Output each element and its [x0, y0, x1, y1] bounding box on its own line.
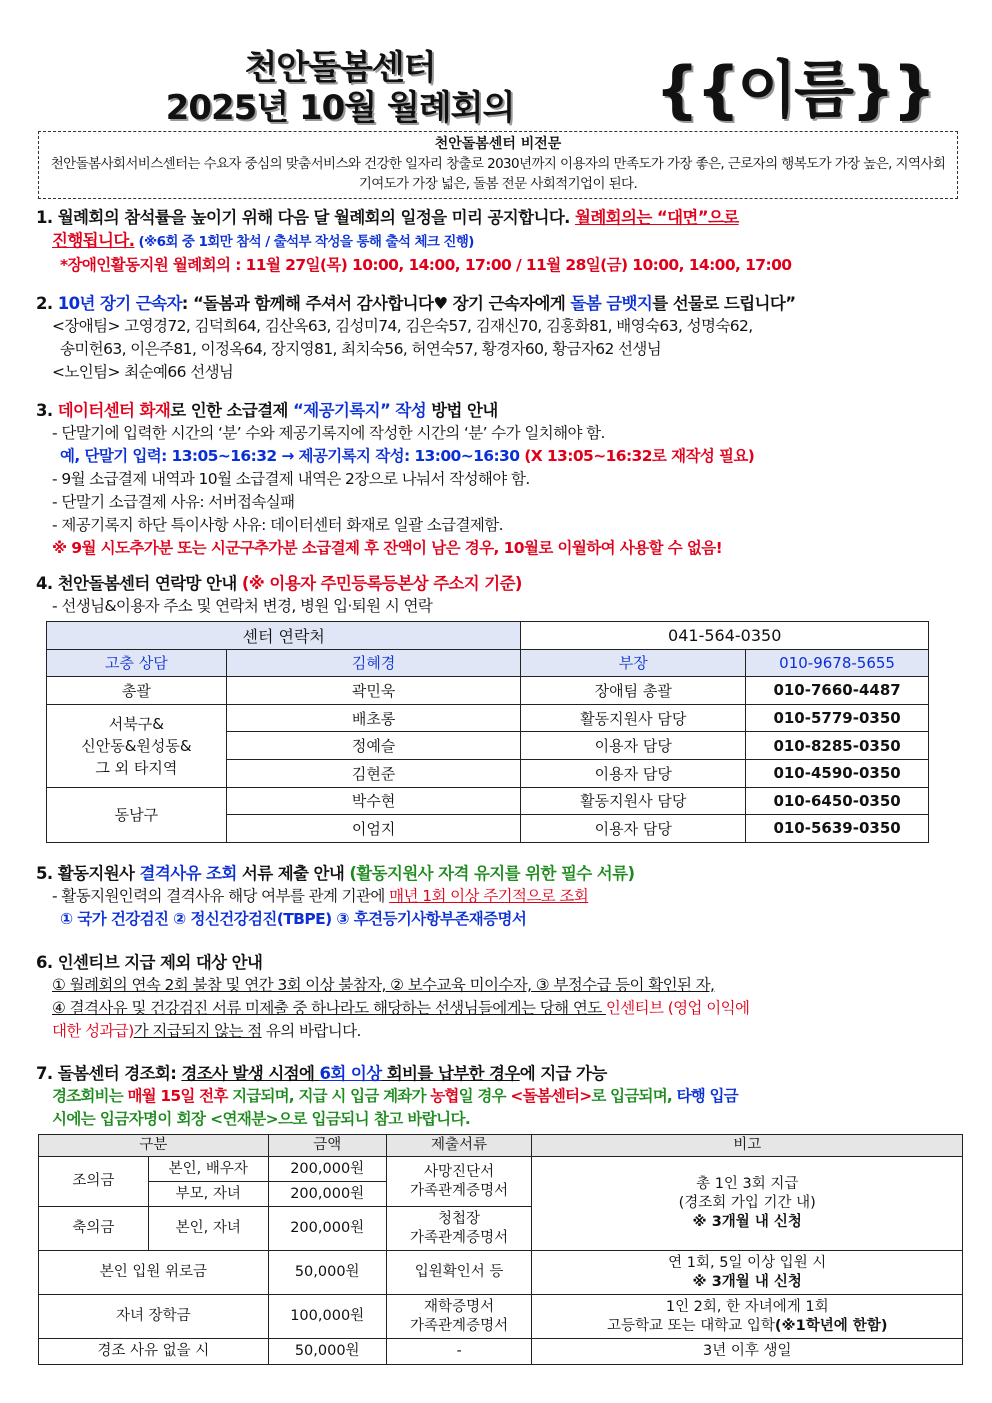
remark-line-3: ※ 3개월 내 신청 — [692, 1214, 802, 1230]
contact-name: 김혜경 — [226, 649, 521, 677]
condolence-target-2: 부모, 자녀 — [148, 1182, 268, 1207]
condolence-target-1: 본인, 배우자 — [148, 1157, 268, 1182]
table-row — [47, 787, 929, 815]
s7-highlight: 6회 이상 — [319, 1064, 382, 1083]
s3-text-1: 로 인한 소급결제 — [170, 401, 294, 420]
center-contact-phone: 041-564-0350 — [521, 622, 929, 650]
s7-g9: 시에는 입금자명이 회장 <연재분>으로 입금되니 참고 바랍니다. — [52, 1110, 471, 1128]
s5-highlight-2: (활동지원사 자격 유지를 위한 필수 서류) — [349, 864, 635, 883]
contact-name: 배초롱 — [226, 704, 521, 732]
s5-bullet-highlight: 매년 1회 이상 주기적으로 조회 — [389, 887, 589, 905]
contact-name: 김현준 — [226, 759, 521, 787]
s7-g7: 로 입금되며, — [591, 1087, 677, 1105]
s6-incentive-2: 대한 성과급) — [52, 1022, 134, 1040]
contact-phone: 010-5779-0350 — [746, 704, 929, 732]
header-docs: 제출서류 — [386, 1135, 532, 1157]
table-row — [39, 1339, 963, 1365]
s7-g1: 경조회비는 — [52, 1087, 128, 1105]
s6-line-1: ① 월례회의 연속 2회 불참 및 연간 3회 이상 불참자, ② 보수교육 미이수자, ③ 부정수급 등이 확인된 자, — [52, 976, 715, 994]
table-row — [47, 677, 929, 705]
s7-text-2: 경조사 발생 시점에 — [181, 1064, 320, 1083]
vision-body: 천안돌봄사회서비스센터는 수요자 중심의 맞춤서비스와 건강한 일자리 창출로 2030년까지 이용자의 만족도가 가장 좋은, 근로자의 행복도가 가장 높은, 지역사회 기여도가 가장 넓은, 돌봄 전문 사회적기업이 된다. — [50, 156, 946, 192]
no-event-label: 경조 사유 없을 시 — [39, 1339, 269, 1365]
title-line-2: 2025년 10월 월례회의 — [165, 88, 515, 128]
center-contact-label: 센터 연락처 — [47, 622, 521, 650]
section-5 — [36, 862, 966, 931]
scholarship-amount: 100,000원 — [268, 1295, 386, 1339]
remark-line-2: (경조회 가입 기간 내) — [678, 1195, 816, 1211]
s6-line-2: ④ 결격사유 및 건강검진 서류 미제출 중 하나라도 해당하는 선생님들에게는 당해 연도 — [52, 999, 606, 1017]
congrats-target: 본인, 자녀 — [148, 1207, 268, 1251]
s2-list-1: <장애팀> 고영경72, 김덕희64, 김산옥63, 김성미74, 김은숙57, 김재신70, 김홍화81, 배영숙63, 성명숙62, — [52, 317, 753, 335]
condolence-docs: 사망진단서 가족관계증명서 — [386, 1157, 532, 1207]
s5-highlight-1: 결격사유 조회 — [139, 864, 237, 883]
condolence-label: 조의금 — [39, 1157, 149, 1207]
s6-incentive: 인센티브 (영업 이익에 — [605, 999, 750, 1017]
contact-group: 서북구& 신안동&원성동& 그 외 타지역 — [47, 704, 227, 787]
table-row — [39, 1295, 963, 1339]
s2-text-1: : “돌봄과 함께해 주셔서 감사합니다♥ 장기 근속자에게 — [181, 294, 571, 313]
s3-text-2: 방법 안내 — [426, 401, 498, 420]
s3-highlight-2: “제공기록지” 작성 — [293, 401, 427, 420]
s1-schedule: *장애인활동지원 월례회의 : 11월 27일(목) 10:00, 14:00, 17:00 / 11월 28일(금) 10:00, 14:00, 17:00 — [60, 256, 792, 274]
name-placeholder: {{이름}} — [655, 53, 934, 126]
s1-highlight: 월례회의는 “대면”으로 — [574, 208, 739, 227]
scholarship-remark-2: 고등학교 또는 대학교 입학 — [607, 1317, 775, 1334]
contact-phone: 010-6450-0350 — [746, 787, 929, 815]
s6-title: 6. 인센티브 지급 제외 대상 안내 — [36, 953, 263, 972]
s4-text: 4. 천안돌봄센터 연락망 안내 — [36, 574, 242, 593]
section-7 — [36, 1062, 966, 1131]
vision-title: 천안돌봄센터 비전문 — [434, 136, 562, 152]
s6-line-3-end: 유의 바랍니다. — [261, 1022, 361, 1040]
remark-cell — [532, 1157, 963, 1251]
hospital-docs: 입원확인서 등 — [386, 1251, 532, 1295]
s3-bullet-1: - 단말기에 입력한 시간의 ‘분’ 수와 제공기록지에 작성한 시간의 ‘분’ 수가 일치해야 함. — [52, 424, 605, 442]
contact-group: 총괄 — [47, 677, 227, 705]
scholarship-label: 자녀 장학금 — [39, 1295, 269, 1339]
scholarship-remark-3: (※1학년에 한함) — [774, 1317, 888, 1334]
congrats-label: 축의금 — [39, 1207, 149, 1251]
s5-documents: ① 국가 건강검진 ② 정신건강검진(TBPE) ③ 후견등기사항부존재증명서 — [60, 910, 527, 928]
scholarship-remark — [532, 1295, 963, 1339]
contact-role: 부장 — [521, 649, 746, 677]
no-event-docs: - — [386, 1339, 532, 1365]
contact-table — [46, 621, 929, 843]
s7-g2: 매월 15일 전후 — [127, 1087, 228, 1105]
s2-highlight-2: 돌봄 금뱃지 — [570, 294, 653, 313]
section-1 — [36, 206, 966, 277]
no-event-amount: 50,000원 — [268, 1339, 386, 1365]
document-title — [110, 48, 570, 128]
contact-role: 이용자 담당 — [521, 759, 746, 787]
header-amount: 금액 — [268, 1135, 386, 1157]
hospital-label: 본인 입원 위로금 — [39, 1251, 269, 1295]
congrats-amount: 200,000원 — [268, 1207, 386, 1251]
no-event-remark: 3년 이후 생일 — [532, 1339, 963, 1365]
condolence-amount-2: 200,000원 — [268, 1182, 386, 1207]
s3-example: 예, 단말기 입력: 13:05~16:32 → 제공기록지 작성: 13:00~16:30 — [60, 447, 520, 465]
s7-g6: <돌봄센터> — [510, 1087, 592, 1105]
condolence-table — [38, 1134, 963, 1365]
vision-box — [38, 131, 958, 199]
contact-name: 곽민욱 — [226, 677, 521, 705]
s7-g4: 농협 — [430, 1087, 459, 1105]
s4-bullet-1: - 선생님&이용자 주소 및 연락처 변경, 병원 입·퇴원 시 연락 — [52, 597, 433, 615]
scholarship-docs: 재학증명서 가족관계증명서 — [386, 1295, 532, 1339]
s1-text: 1. 월례회의 참석률을 높이기 위해 다음 달 월례회의 일정을 미리 공지합니다. — [36, 208, 575, 227]
table-row — [39, 1157, 963, 1182]
s7-text-3: 회비를 납부한 경우 — [381, 1064, 520, 1083]
s3-num: 3. — [36, 401, 58, 420]
s3-bullet-4: - 제공기록지 하단 특이사항 사유: 데이터센터 화재로 일괄 소급결제함. — [52, 516, 504, 534]
s7-text-4: 에 지급 가능 — [519, 1064, 607, 1083]
s1-note: (※6회 중 1회만 참석 / 출석부 작성을 통해 출석 체크 진행) — [134, 234, 474, 250]
section-3 — [36, 399, 966, 560]
s3-highlight-1: 데이터센터 화재 — [57, 401, 171, 420]
header-remarks: 비고 — [532, 1135, 963, 1157]
contact-name: 정예슬 — [226, 732, 521, 760]
condolence-amount-1: 200,000원 — [268, 1157, 386, 1182]
scholarship-remark-1: 1인 2회, 한 자녀에게 1회 — [665, 1298, 829, 1315]
s2-num: 2. — [36, 294, 58, 313]
contact-group: 동남구 — [47, 787, 227, 842]
hospital-amount: 50,000원 — [268, 1251, 386, 1295]
s2-list-2: 송미헌63, 이은주81, 이정옥64, 장지영81, 최치숙56, 허연숙57, 황경자60, 황금자62 선생님 — [60, 340, 662, 358]
hospital-remark-1: 연 1회, 5일 이상 입원 시 — [668, 1254, 827, 1271]
hospital-remark-2: ※ 3개월 내 신청 — [692, 1273, 802, 1290]
contact-name: 박수현 — [226, 787, 521, 815]
section-4 — [36, 572, 966, 618]
contact-role: 활동지원사 담당 — [521, 704, 746, 732]
contact-phone: 010-9678-5655 — [746, 649, 929, 677]
header-category: 구분 — [39, 1135, 269, 1157]
s3-example-note: (X 13:05~16:32로 재작성 필요) — [519, 447, 755, 465]
section-2 — [36, 292, 966, 384]
contact-role: 장애팀 총괄 — [521, 677, 746, 705]
contact-group: 고충 상담 — [47, 649, 227, 677]
s2-text-2: 를 선물로 드립니다” — [652, 294, 796, 313]
s2-list-3: <노인팀> 최순예66 선생님 — [52, 363, 234, 381]
table-row — [47, 704, 929, 732]
section-6 — [36, 951, 966, 1043]
s2-highlight-1: 10년 장기 근속자 — [57, 294, 182, 313]
title-line-1: 천안돌봄센터 — [244, 48, 436, 88]
contact-role: 이용자 담당 — [521, 815, 746, 843]
s7-g8: 타행 입금 — [676, 1087, 738, 1105]
remark-line-1: 총 1인 3회 지급 — [696, 1176, 799, 1192]
s7-g5: 일 경우 — [458, 1087, 511, 1105]
s4-note: (※ 이용자 주민등록등본상 주소지 기준) — [241, 574, 522, 593]
table-row — [39, 1251, 963, 1295]
s5-text-1: 5. 활동지원사 — [36, 864, 140, 883]
s3-bullet-2: - 9월 소급결제 내역과 10월 소급결제 내역은 2장으로 나눠서 작성해야 함. — [52, 470, 530, 488]
s3-bullet-3: - 단말기 소급결제 사유: 서버접속실패 — [52, 493, 295, 511]
contact-phone: 010-5639-0350 — [746, 815, 929, 843]
s1-highlight-2: 진행됩니다. — [52, 231, 135, 250]
contact-role: 활동지원사 담당 — [521, 787, 746, 815]
s7-g3: 지급되며, 지급 시 입금 계좌가 — [227, 1087, 431, 1105]
congrats-docs: 청첩장 가족관계증명서 — [386, 1207, 532, 1251]
contact-role: 이용자 담당 — [521, 732, 746, 760]
contact-name: 이엄지 — [226, 815, 521, 843]
hospital-remark — [532, 1251, 963, 1295]
s3-warning: ※ 9월 시도추가분 또는 시군구추가분 소급결제 후 잔액이 남은 경우, 10월로 이월하여 사용할 수 없음! — [52, 539, 723, 557]
s5-text-2: 서류 제출 안내 — [236, 864, 350, 883]
s5-bullet-1: - 활동지원인력의 결격사유 해당 여부를 관계 기관에 — [52, 887, 390, 905]
contact-phone: 010-7660-4487 — [746, 677, 929, 705]
contact-phone: 010-8285-0350 — [746, 732, 929, 760]
contact-phone: 010-4590-0350 — [746, 759, 929, 787]
s7-text-1: 7. 돌봄센터 경조회: — [36, 1064, 182, 1083]
s6-line-3: 가 지급되지 않는 점 — [133, 1022, 262, 1040]
